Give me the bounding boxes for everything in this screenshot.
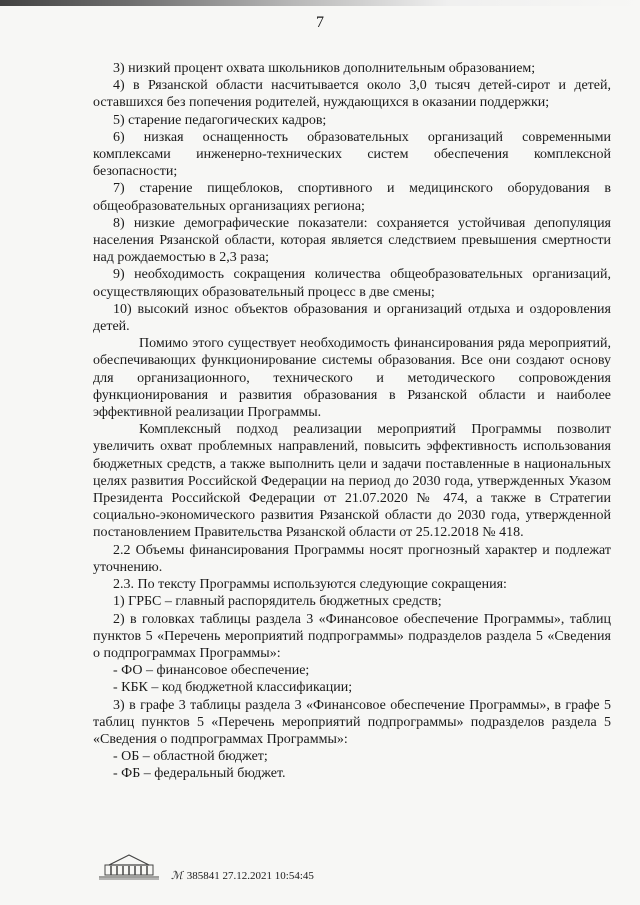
paragraph: Комплексный подход реализации мероприятий Программы позволит увеличить охват проблемных направлений, повысить эффективность использования бюджетных средств, а также выполнить цели и задачи поставленные в национальных целях развития Российской Федерации на период до 2030 года, утвержденных Указом Президента Российской Федерации от 21.07.2020 № 474, а также в Стратегии социально-экономического развития Рязанской области до 2030 года, утвержденной постановлением Правительства Рязанской области от 25.12.2018 № 418.	[93, 422, 611, 541]
paragraph: 3) низкий процент охвата школьников дополнительным образованием;	[113, 61, 536, 76]
paragraph: - КБК – код бюджетной классификации;	[113, 680, 353, 696]
government-building-stamp-icon	[95, 851, 163, 881]
footer	[95, 851, 495, 891]
document-registration-stamp	[171, 869, 314, 882]
paragraph: 1) ГРБС – главный распорядитель бюджетных средств;	[113, 594, 442, 610]
paragraph: 9) необходимость сокращения количества общеобразовательных организаций, осуществляющих образовательный процесс в две смены;	[93, 267, 611, 300]
paragraph: 10) высокий износ объектов образования и организаций отдыха и оздоровления детей.	[93, 301, 611, 335]
paragraph: 4) в Рязанской области насчитывается около 3,0 тысяч детей-сирот и детей, оставшихся без попечения родителей, нуждающихся в оказании поддержки;	[93, 78, 611, 111]
paragraph: 2.3. По тексту Программы используются следующие сокращения:	[113, 577, 507, 593]
paragraph: 5) старение педагогических кадров;	[113, 112, 327, 128]
paragraph: 3) в графе 3 таблицы раздела 3 «Финансовое обеспечение Программы», в графе 5 таблиц пунктов 5 «Перечень мероприятий подпрограммы» подразделов раздела 5 «Сведения о подпрограммах Программы»:	[93, 697, 611, 747]
document-body	[93, 60, 611, 783]
paragraph: - ФБ – федеральный бюджет.	[113, 766, 286, 782]
paragraph: Помимо этого существует необходимость финансирования ряда мероприятий, обеспечивающих функционирование системы образования. Все они создают основу для организационного, технического и методического сопровождения функционирования и развития образования в Рязанской области и наиболее эффективной реализации Программы.	[93, 336, 611, 421]
paragraph: 2.2 Объемы финансирования Программы носят прогнозный характер и подлежат уточнению.	[93, 542, 611, 575]
paragraph: 8) низкие демографические показатели: сохраняется устойчивая депопуляция населения Рязанской области, которая является следствием превышения смертности над рождаемостью в 2,3 раза;	[93, 215, 611, 266]
scan-edge	[0, 0, 640, 6]
signature-mark-icon: ℳ	[171, 870, 183, 882]
paragraph: - ОБ – областной бюджет;	[113, 749, 268, 765]
paragraph: 7) старение пищеблоков, спортивного и медицинского оборудования в общеобразовательных организациях региона;	[93, 181, 611, 214]
paragraph: 6) низкая оснащенность образовательных организаций современными комплексами инженерно-технических систем обеспечения комплексной безопасности;	[93, 129, 611, 180]
paragraph: - ФО – финансовое обеспечение;	[113, 663, 310, 679]
page-number: 7	[316, 14, 324, 31]
paragraph: 2) в головках таблицы раздела 3 «Финансовое обеспечение Программы», таблиц пунктов 5 «Перечень мероприятий подпрограммы» подразделов раздела 5 «Сведения о подпрограммах Программы»:	[93, 611, 611, 661]
document-id: 385841 27.12.2021 10:54:45	[186, 870, 314, 882]
